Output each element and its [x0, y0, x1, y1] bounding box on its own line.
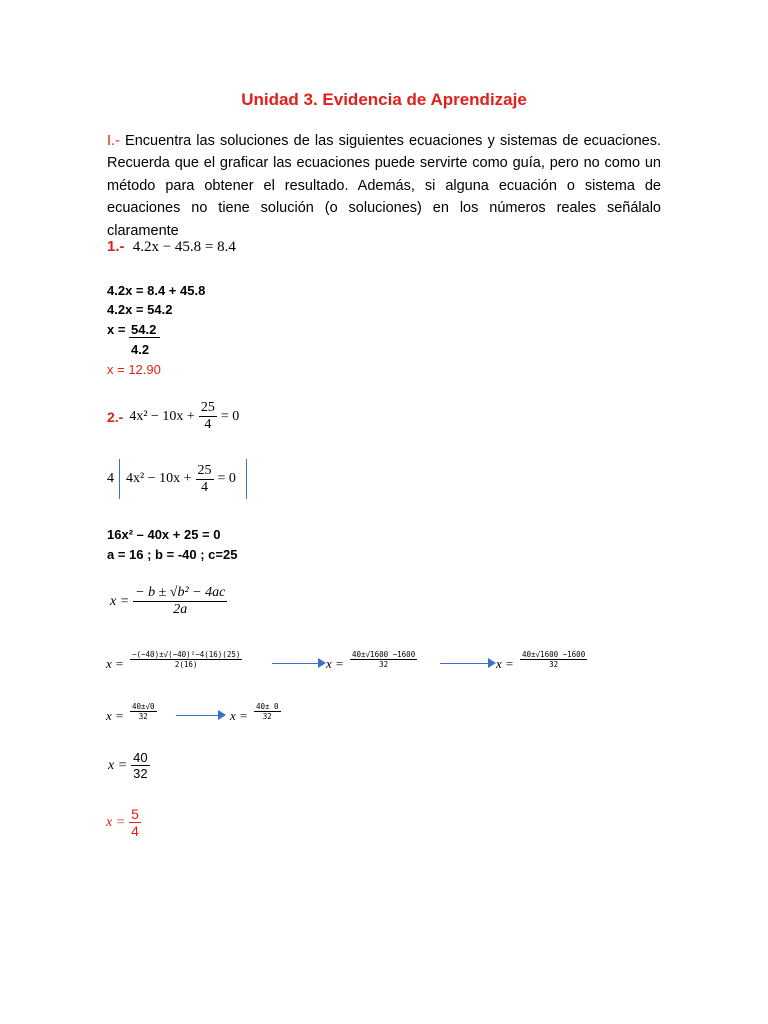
- problem-2-eq-fraction: [199, 400, 217, 433]
- step1-lhs: x =: [106, 656, 124, 671]
- step6-row: [108, 750, 150, 781]
- answer-denominator: 4: [131, 823, 139, 839]
- formula-numerator: − b ± √b² − 4ac: [135, 585, 226, 600]
- arrow-2-head: [488, 658, 496, 668]
- problem-1-equation: 4.2x − 45.8 = 8.4: [132, 239, 236, 255]
- step4-fraction: [130, 702, 157, 721]
- problem-1-header: [107, 238, 236, 256]
- problem-1-step-1: 4.2x = 8.4 + 45.8: [107, 283, 206, 298]
- instructions-paragraph: [107, 130, 661, 242]
- step5-lhs: x =: [230, 708, 248, 723]
- step3-fraction: [520, 650, 587, 669]
- problem-1-label: 1.-: [107, 238, 125, 255]
- answer-fraction: [129, 806, 141, 839]
- fraction-denominator: 4: [204, 417, 212, 432]
- step5-fraction: [254, 702, 281, 721]
- step2-numerator: 40±√1600 −1600: [352, 650, 416, 659]
- arrow-1: [272, 663, 320, 664]
- arrow-1-head: [318, 658, 326, 668]
- step3-denominator: 32: [549, 660, 559, 669]
- problem-1-answer: x = 12.90: [107, 362, 161, 377]
- problem-2-header: [107, 400, 239, 433]
- step1-fraction: [130, 650, 242, 669]
- problem-2-multiplied: [107, 459, 247, 499]
- page-title: Unidad 3. Evidencia de Aprendizaje: [241, 90, 527, 109]
- problem-1-x-prefix: x =: [107, 322, 130, 337]
- step5-denominator: 32: [262, 712, 272, 721]
- fraction-numerator: 25: [197, 462, 212, 478]
- problem-2-eq-right: = 0: [220, 408, 240, 424]
- answer-numerator: 5: [131, 806, 139, 822]
- answer-lhs: x =: [106, 814, 126, 830]
- step6-lhs: x =: [108, 757, 128, 773]
- formula-fraction: [133, 585, 227, 618]
- problem-1-step-3: [107, 322, 160, 338]
- step2-lhs: x =: [326, 656, 344, 671]
- step6-denominator: 32: [133, 766, 148, 781]
- step2-denominator: 32: [379, 660, 389, 669]
- quadratic-formula: [110, 585, 227, 618]
- step2-fraction: [350, 650, 417, 669]
- arrow-3: [176, 715, 220, 716]
- problem-1-step-2: 4.2x = 54.2: [107, 302, 173, 317]
- problem-2-coefficients: a = 16 ; b = -40 ; c=25: [107, 547, 238, 562]
- section-numeral: I.-: [107, 133, 120, 149]
- step6-numerator: 40: [133, 750, 148, 765]
- problem-2-expanded: 16x² – 40x + 25 = 0: [107, 527, 221, 542]
- substitution-row: [106, 648, 606, 680]
- step1-numerator: −(−40)±√(−40)²−4(16)(25): [132, 650, 241, 659]
- problem-2-mult-right: = 0: [217, 471, 236, 486]
- fraction-denominator: 4: [201, 479, 208, 495]
- fraction-numerator: 25: [200, 400, 215, 415]
- step3-numerator: 40±√1600 −1600: [522, 650, 586, 659]
- left-bracket: [119, 459, 120, 499]
- arrow-3-head: [218, 710, 226, 720]
- zero-discriminant-row: [106, 702, 326, 732]
- problem-2-label: 2.-: [107, 408, 124, 425]
- formula-denominator: 2a: [173, 602, 188, 617]
- step4-lhs: x =: [106, 708, 124, 723]
- problem-2-mult-left: 4x² − 10x +: [126, 471, 192, 486]
- problem-1-denominator: 4.2: [131, 342, 150, 357]
- arrow-2: [440, 663, 490, 664]
- step5-numerator: 40± 0: [256, 702, 279, 711]
- problem-2-answer: [106, 806, 141, 839]
- step1-denominator: 2(16): [174, 660, 198, 669]
- problem-2-eq-left: 4x² − 10x +: [129, 408, 195, 424]
- multiplier: 4: [107, 471, 114, 486]
- problem-1-numerator: 54.2: [129, 322, 160, 338]
- step4-denominator: 32: [138, 712, 148, 721]
- problem-2-mult-fraction: [196, 463, 214, 496]
- step4-numerator: 40±√0: [132, 702, 155, 711]
- instructions-text: Encuentra las soluciones de las siguientes ecuaciones y sistemas de ecuaciones. Recuerda que el graficar las ecuaciones puede servirte como guía, pero no como un método para obtener el resultado. Además, si alguna ecuación o sistema de ecuaciones no tiene solución (o soluciones) en los números reales señálalo claramente: [107, 133, 661, 239]
- right-bracket: [246, 459, 247, 499]
- step3-lhs: x =: [496, 656, 514, 671]
- formula-lhs: x =: [110, 593, 130, 609]
- step6-fraction: [131, 750, 149, 781]
